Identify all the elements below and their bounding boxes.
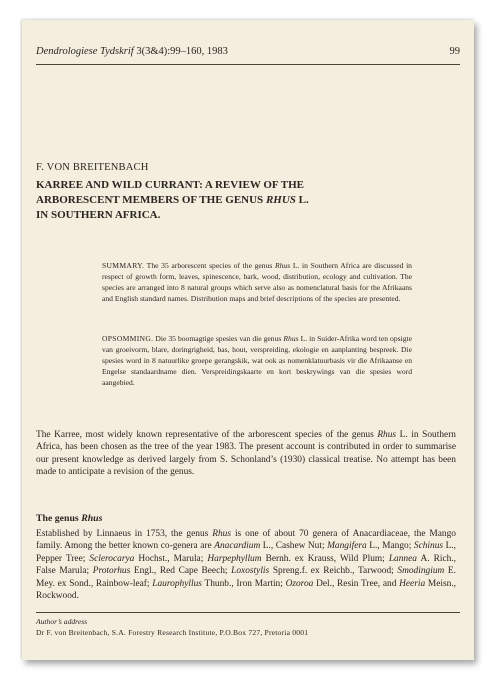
genus-italic: Sclerocarya	[89, 553, 135, 564]
journal-name: Dendrologiese Tydskrif	[36, 46, 134, 57]
genus-text-span: Hochst., Marula;	[134, 553, 208, 564]
genus-italic: Mangifera	[327, 541, 367, 552]
title-line-3: IN SOUTHERN AFRICA.	[36, 209, 161, 221]
genus-text-span: Spreng.f. ex Reichb., Tarwood;	[269, 566, 398, 577]
journal-page	[22, 20, 474, 660]
footer-rule	[36, 612, 460, 613]
title-line-2	[36, 193, 456, 208]
summary-text-2: L. in Southern Africa are discussed in respect of growth form, leaves, spinescence, bark, wood, distribution, ecology and cultivation. The species are arranged into 8 natural groups which serve also as nomenclatural basis for the Afrikaans and English standard names. Distribution maps and brief descriptions of the species are presented.	[102, 261, 412, 303]
journal-citation	[36, 46, 228, 57]
article-author: F. VON BREITENBACH	[36, 162, 149, 173]
intro-paragraph	[36, 429, 456, 479]
genus-italic: Smodingium	[397, 566, 445, 577]
header-rule	[36, 64, 460, 65]
summary-paragraph	[102, 260, 412, 304]
summary-text-1: The 35 arborescent species of the genus	[144, 261, 275, 270]
title-line-2-suffix: L.	[295, 194, 309, 206]
genus-italic: Laurophyllus	[152, 578, 202, 589]
title-line-2-text: ARBORESCENT MEMBERS OF THE GENUS	[36, 194, 266, 206]
title-line-1: KARREE AND WILD CURRANT: A REVIEW OF THE	[36, 179, 305, 191]
genus-italic: Schinus	[413, 541, 444, 552]
genus-italic: Harpephyllum	[207, 553, 262, 564]
genus-italic: Rhus	[212, 529, 231, 539]
genus-paragraph	[36, 528, 456, 602]
opsomming-lead: OPSOMMING.	[102, 334, 154, 343]
intro-genus: Rhus	[377, 430, 397, 440]
intro-text-1: The Karree, most widely known representative of the arborescent species of the genus	[36, 430, 378, 440]
opsomming-paragraph	[102, 333, 412, 388]
opsomming-genus: Rhus	[283, 334, 299, 343]
volume-info: 3(3&4):99–160, 1983	[136, 46, 228, 57]
section-heading	[36, 513, 102, 524]
opsomming-text-2: L. in Suider-Afrika word ten opsigte van groeivorm, blare, doringrigheid, bas, hout, verspreiding, ekologie en aanplanting bespreek. Die spesies word in 8 natuurlike groepe gerangskik, wat ook as nomenklatuurbasis vir die Afrikaanse en Engelse standaardname dien. Verspreidingskaarte en kort beskrywings van die spesies word aangebied.	[102, 334, 412, 387]
genus-text-span: Engl., Red Cape Beech;	[130, 566, 232, 577]
genus-text-span: is one of about 70 genera of Anacardiaceae, the Mango family. Among the better known co-genera are	[36, 529, 456, 552]
genus-text-span: Bernh. ex Krauss, Wild Plum;	[261, 553, 389, 564]
genus-italic: Heeria	[399, 578, 426, 589]
genus-text-span: L., Cashew Nut;	[260, 541, 328, 552]
genus-italic: Lannea	[388, 553, 417, 564]
genus-italic: Protorhus	[92, 566, 131, 577]
genus-italic: Anacardium	[214, 541, 261, 552]
genus-text-span: A. Rich., False Marula;	[36, 553, 456, 577]
summary-lead: SUMMARY.	[102, 261, 145, 270]
opsomming-text-1: Die 35 boomagtige spesies van die genus	[153, 334, 284, 343]
intro-text-2: L. in Southern Africa, has been chosen as the tree of the year 1983. The present account is contributed in order to summarise our present knowledge as derived largely from S. Schonland’s (1930) classical treatise. No attempt has been made to anticipate a revision of the genus.	[36, 430, 456, 478]
genus-text-span: L., Pepper Tree;	[36, 541, 456, 564]
section-heading-genus: Rhus	[81, 513, 103, 524]
genus-text-span: Thunb., Iron Martin;	[201, 578, 286, 589]
genus-text-span: Del., Resin Tree, and	[313, 578, 400, 589]
title-genus: RHUS	[265, 194, 296, 206]
section-heading-text: The genus	[36, 513, 82, 524]
running-header	[36, 46, 460, 57]
genus-text-span: Meisn., Rockwood.	[36, 578, 457, 602]
author-address: Dr F. von Breitenbach, S.A. Forestry Research Institute, P.O.Box 727, Pretoria 0001	[36, 628, 309, 637]
address-label: Author’s address	[36, 617, 88, 626]
genus-italic: Ozoroa	[285, 578, 314, 589]
genus-text-span: L., Mango;	[366, 541, 414, 552]
genus-text-span: Established by Linnaeus in 1753, the genus	[36, 529, 213, 539]
article-title	[36, 178, 456, 223]
genus-italic: Loxostylis	[231, 566, 270, 577]
summary-genus: Rhus	[275, 261, 291, 270]
page-number: 99	[449, 46, 460, 57]
genus-text-span: E. Mey. ex Sond., Rainbow-leaf;	[36, 566, 456, 589]
